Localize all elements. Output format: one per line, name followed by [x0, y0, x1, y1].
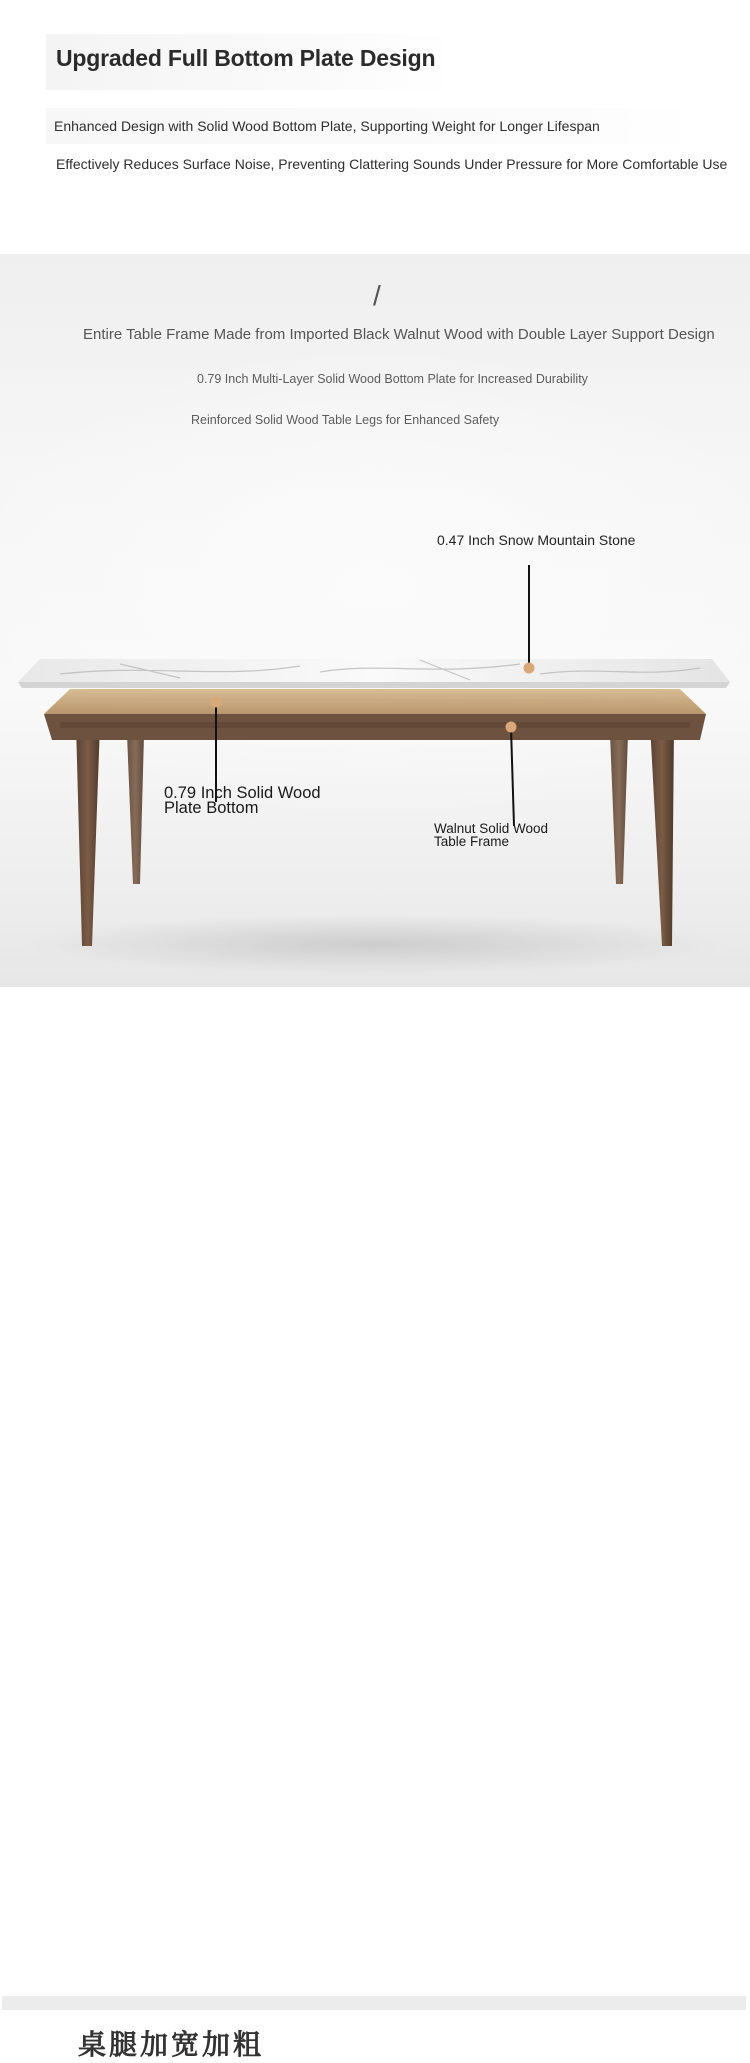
feature-line-1: Enhanced Design with Solid Wood Bottom Plate, Supporting Weight for Longer Lifespan	[54, 118, 600, 134]
frame-callout-line	[511, 728, 514, 826]
feature-line-2: Effectively Reduces Surface Noise, Preventing Clattering Sounds Under Pressure for More Comfortable Use	[56, 156, 728, 172]
header-section	[0, 0, 750, 254]
spec-line-2: Reinforced Solid Wood Table Legs for Enhanced Safety	[191, 413, 500, 427]
callout-frame-label	[434, 822, 584, 848]
solid-wood-plate	[44, 689, 706, 714]
table-leg-front-left	[76, 724, 100, 946]
table-illustration	[0, 254, 750, 987]
product-scene	[0, 254, 750, 987]
frame-callout-dot	[506, 722, 517, 733]
separator-slash: /	[373, 280, 381, 311]
next-section	[0, 987, 750, 2060]
callout-plate-line-1: 0.79 Inch Solid Wood	[164, 784, 321, 802]
next-section-title: 桌腿加宽加粗	[78, 2029, 265, 2060]
plate-callout-dot	[211, 697, 222, 708]
table-leg-back-left	[127, 734, 144, 884]
page-title: Upgraded Full Bottom Plate Design	[56, 45, 436, 71]
stone-callout-dot	[524, 663, 535, 674]
table-leg-back-right	[610, 734, 628, 884]
callout-frame-line-2: Table Frame	[434, 834, 510, 849]
spec-line-1: 0.79 Inch Multi-Layer Solid Wood Bottom Plate for Increased Durability	[197, 372, 588, 386]
callout-frame-line-1: Walnut Solid Wood	[434, 821, 549, 836]
callout-plate-label	[164, 786, 364, 816]
callout-plate-line-2: Plate Bottom	[164, 799, 259, 817]
callout-stone-label: 0.47 Inch Snow Mountain Stone	[437, 532, 636, 548]
scene-title: Entire Table Frame Made from Imported Black Walnut Wood with Double Layer Support Design	[83, 326, 715, 343]
next-section-banner	[2, 1996, 746, 2010]
table-leg-front-right	[650, 724, 674, 946]
